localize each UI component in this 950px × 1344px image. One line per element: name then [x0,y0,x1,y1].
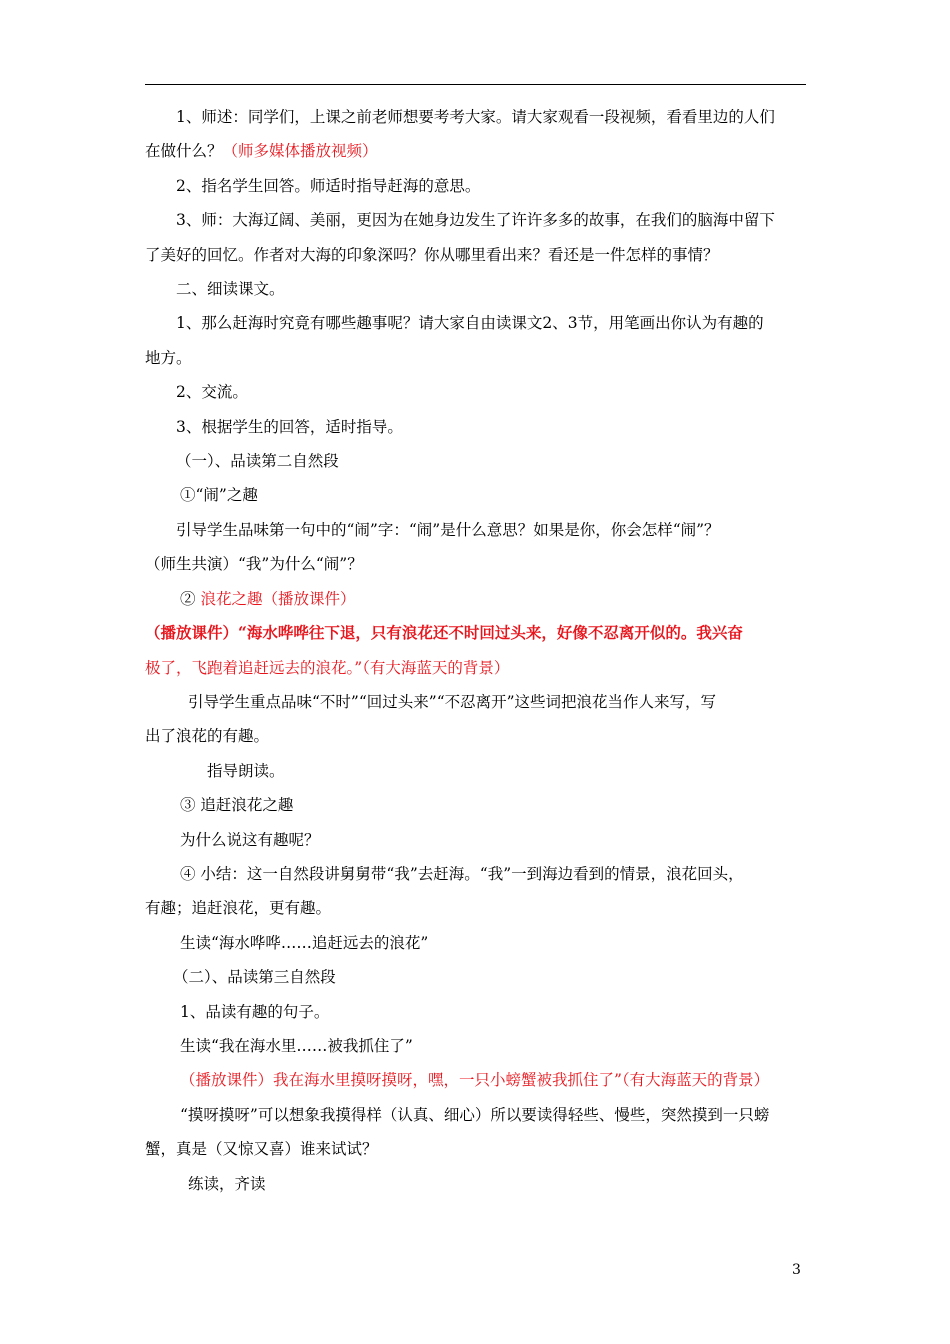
paragraph-line: 指导朗读。 [207,761,285,780]
paragraph-line: 出了浪花的有趣。 [145,727,270,746]
section-heading: 二、细读课文。 [176,280,285,299]
paragraph-line: 地方。 [145,348,192,367]
paragraph-line: “摸呀摸呀”可以想象我摸得样（认真、细心）所以要读得轻些、慢些，突然摸到一只螃 [180,1105,770,1124]
paragraph-line: 1、那么赶海时究竟有哪些趣事呢？请大家自由读课文2、3节，用笔画出你认为有趣的 [176,314,764,333]
subsection-heading: （二）、品读第三自然段 [173,968,336,987]
paragraph-line: 有趣；追赶浪花，更有趣。 [145,899,332,918]
item-heading: ①“闹”之趣 [180,486,258,505]
paragraph-line: 2、交流。 [176,383,248,402]
paragraph-line: 生读“海水哗哗……追赶远去的浪花” [180,933,429,952]
paragraph-line: 引导学生重点品味“不时”“回过头来”“不忍离开”这些词把浪花当作人来写，写 [188,692,717,711]
document-body [145,100,807,1201]
paragraph-line: 为什么说这有趣呢？ [180,830,320,849]
paragraph-line: 3、根据学生的回答，适时指导。 [176,417,403,436]
paragraph-line: ④ 小结：这一自然段讲舅舅带“我”去赶海。“我”一到海边看到的情景，浪花回头， [180,864,744,883]
item-marker: ② [180,589,201,608]
subsection-heading: （一）、品读第二自然段 [176,452,339,471]
header-rule [145,84,806,85]
page-number: 3 [792,1262,801,1278]
quoted-passage: （播放课件）“海水哗哗往下退，只有浪花还不时回过头来，好像不忍离开似的。我兴奋 [145,623,743,643]
media-note: 浪花之趣（播放课件） [200,589,356,608]
item-heading: ③ 追赶浪花之趣 [180,796,294,815]
quoted-passage: 极了，飞跑着追赶远去的浪花。”（有大海蓝天的背景） [145,658,510,677]
paragraph-line: 1、品读有趣的句子。 [180,1002,330,1021]
quoted-passage: （播放课件）我在海水里摸呀摸呀，嘿，一只小螃蟹被我抓住了”（有大海蓝天的背景） [180,1071,770,1090]
line-text: 在做什么？ [145,142,223,161]
paragraph-line: 蟹，真是（又惊又喜）谁来试试？ [145,1140,378,1159]
paragraph-line: 2、指名学生回答。师适时指导赶海的意思。 [176,176,481,195]
item-heading [145,582,807,616]
media-note: （师多媒体播放视频） [222,142,378,161]
paragraph-line: 练读，齐读 [188,1174,266,1193]
paragraph-line: 引导学生品味第一句中的“闹”字：“闹”是什么意思？如果是你，你会怎样“闹”？ [176,520,720,539]
paragraph-line [145,134,807,168]
paragraph-line: （师生共演）“我”为什么“闹”？ [145,555,363,574]
paragraph-line: 生读“我在海水里……被我抓住了” [180,1036,413,1055]
paragraph-line: 了美好的回忆。作者对大海的印象深吗？你从哪里看出来？看还是一件怎样的事情？ [145,245,719,264]
paragraph-line: 1、师述：同学们，上课之前老师想要考考大家。请大家观看一段视频，看看里边的人们 [176,108,775,126]
paragraph-line: 3、师：大海辽阔、美丽，更因为在她身边发生了许许多多的故事，在我们的脑海中留下 [176,211,775,230]
